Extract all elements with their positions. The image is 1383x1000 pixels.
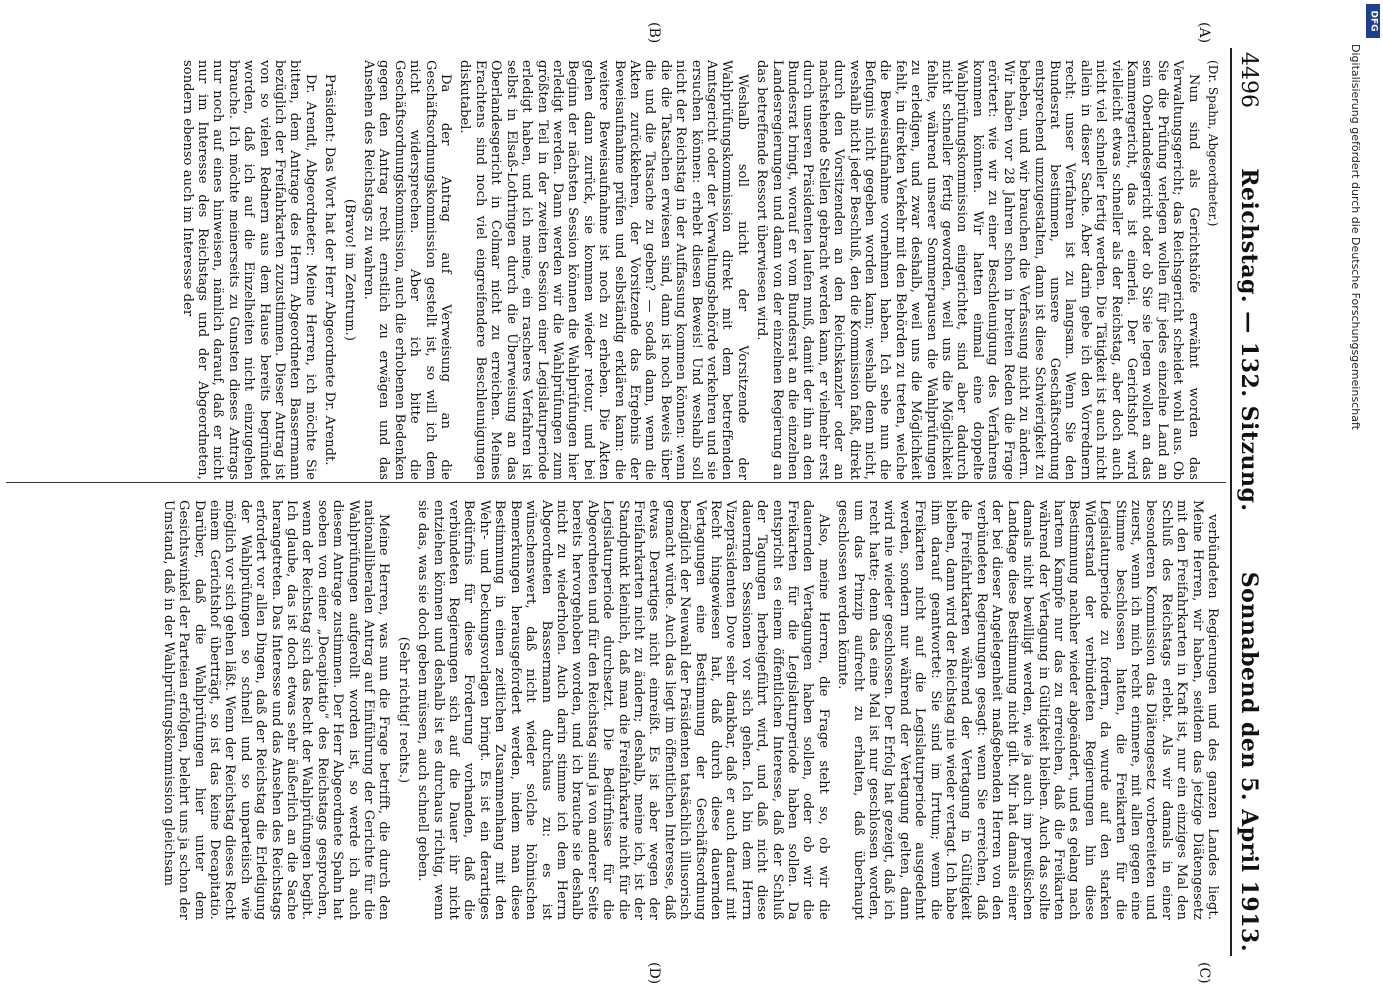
president-line: Präsident: Das Wort hat der Herr Abgeordnete Dr. Arendt. [322,74,338,466]
dfg-badge-label: DFG [1368,10,1379,32]
session-title: Reichstag. — 132. Sitzung. [1236,168,1262,512]
body-paragraph: Also, meine Herren, die Frage steht so, ob wir die dauernden Vertagungen haben sollen, oder ob wir die Freikarten für die Legislaturperiode haben sollen. Da entspricht es einem öffentlichen Interesse, daß der Schluß der Tagungen herbeigeführt wird, und daß nicht diese dauernden Sessionen vor sich gehen. Ich bin dem Herrn Vizepräsidenten Dove sehr dankbar, daß er auch darauf mit Recht hingewiesen hat, daß durch diese dauernden Vertagungen eine Bestimmung der Geschäftsordnung bezüglich der Neuwahl der Präsidenten tatsächlich illusorisch gemacht würde. Auch das liegt im öffentlichen Interesse, daß etwas Derartiges nicht einreißt. Es ist aber wegen der Freifahrkarten nicht zu ändern; deshalb, meine ich, ist der Standpunkt kleinlich, daß man die Freifahrkarte nicht für die Legislaturperiode durchsetzt. Die Bedürfnisse für die Abgeordneten und für den Reichstag sind ja von anderer Seite bereits hervorgehoben worden, und ich brauche sie deshalb nicht zu wiederholen. Auch darin stimme ich dem Herrn Abgeordneten Bassermann durchaus zu: es ist wünschenswert, daß nicht wieder solche höhnischen Bemerkungen herausgefordert werden, indem man diese Bestimmung in einen zeitlichen Zusammenhang mit den Wehr- und Deckungsvorlagen bringt. Es ist ein derartiges Bedürfnis für diese Forderung vorhanden, daß die verbündeten Regierungen sich auf die Dauer ihr nicht entziehen können und deshalb ist es durchaus richtig, wenn sie das, was sie doch geben müssen, auch schnell geben. [415,500,831,920]
margin-marker-c: (C) [1196,962,1212,984]
closing-paragraph: Meine Herren, was nun die Frage betrifft, die durch den nationalliberalen Antrag auf Einführung der Gerichte für die Wahlprüfungen aufgerollt worden ist, so werde ich auch diesem Antrage zustimmen. Der Herr Abgeordnete Spahn hat soeben von einer „Decapitatio“ des Reichstags gesprochen, wenn der Reichstag sich das Recht der Wahlprüfungen begibt. Ich glaube, das ist doch etwas sehr äußerlich an die Sache herangetreten. Das Interesse und das Ansehen des Reichstags erfordert vor allen Dingen, daß der Reichstag die Erledigung der Wahlprüfungen so schnell und so unparteiisch wie möglich vor sich gehen läßt. Wenn der Reichstag dieses Recht einem Gerichtshof überträgt, so ist das keine Decapitatio. Darüber, daß die Wahlprüfungen hier unter dem Gesichtswinkel der Parteien erfolgen, belehrt uns ja schon der Umstand, daß in der Wahlprüfungskommission gleichsam [160,500,392,920]
digitization-credit [1350,44,1374,744]
column-divider [6,482,1226,483]
body-paragraph: Nun sind als Gerichtshöfe erwähnt worden das Verwaltungsgericht; das Reichsgericht scheidet wohl aus. Ob Sie die Prüfung verlegen wollen für jedes einzelne Land an sein Oberlandesgericht oder ob Sie sie legen wollen an das Kammergericht, das ist einerlei. Der Gerichtshof wird vielleicht etwas schneller als der Reichstag, aber doch auch nicht viel schneller fertig werden. Die Tätigkeit ist auch nicht allein in dieser Sache. Aber darin gebe ich den Vorrednern recht: unser Verfahren ist zu langsam. Wenn Sie den Bundesrat bestimmen, unsere Geschäftsordnung entsprechend umzugestalten, dann ist diese Schwierigkeit zu beheben, und wir brauchen die Verfassung nicht zu ändern. Wir haben vor 28 Jahren schon in breiten Reden die Frage erörtert: wie wir zu einer Beschleunigung des Verfahrens kommen könnten. Wir hatten einmal eine doppelte Wahlprüfungskommission eingerichtet, sind aber dadurch nicht schneller fertig geworden, weil uns die Möglichkeit fehlte, während unserer Sommerpausen die Wahlprüfungen zu erledigen, und zwar deshalb, weil uns die Möglichkeit fehlt, in direkten Verkehr mit den Behörden zu treten, welche die Beweisaufnahme vornehmen haben. Ich sehe nun die Befugnis nicht gegeben worden kann; weshalb denn nicht, weshalb nicht jeder Beschluß, den die Kommission faßt, direkt durch den Vorsitzenden an den Reichskanzler oder an nachstehende Stellen gebracht werden kann, er vielmehr erst durch unseren Präsidenten laufen muß, damit der ihn an den Bundesrat bringt, worauf er vom Bundesrat an die einzelnen Landesregierungen und dann von der einzelnen Regierung an das betreffende Ressort überwiesen wird. [754,60,1201,480]
speaker-prefix: (Dr. Spahn, Abgeordneter.) [1206,60,1220,227]
session-date: Sonnabend den 5. April 1913. [1236,571,1262,952]
applause-note: (Bravo! im Zentrum.) [341,198,357,342]
margin-marker-d: (D) [646,962,662,985]
digitization-credit-text: Digitalisierung gefördert durch die Deutsche Forschungsgemeinschaft [1349,44,1362,430]
header-rule [1230,48,1232,956]
right-text-column [20,500,1220,920]
dfg-logo-badge [1366,4,1380,38]
left-text-column [20,60,1220,480]
body-paragraph: Weshalb soll nicht der Vorsitzende der Wahlprüfungskommission direkt mit dem betreffenden Amtsgericht oder der Verwaltungsbehörde verkehren und sie ersuchen können: erhebt diesen Beweis! Und weshalb soll nicht der Reichstag in der Auffassung kommen können: wenn die die Tatsachen erwiesen sind, dann ist noch Beweis über die und die Tatsache zu geben? — sodaß dann, wenn die Akten zurückkehren, der Vorsitzende das Ergebnis der Beweisaufnahme prüfen und selbständig erklären kann: die weitere Beweisaufnahme ist noch zu erheben. Die Akten gehen dann zurück, sie kommen wieder retour, und bei Beginn der nächsten Session können die Wahlprüfungen hier erledigt werden. Dann werden wir die Wahlprüfungen zum größten Teil in der zweiten Session einer Legislaturperiode erledigt haben, und ich meine, ein rascheres Verfahren ist selbst in Elsaß-Lothringen durch die Überweisung an das Oberlandesgericht in Colmar nicht zu erreichen. Meines Erachtens sind noch viel eingreifendere Beschleunigungen diskutabel. [457,60,750,480]
page-header [1236,52,1276,952]
margin-marker-a: (A) [1196,22,1212,44]
applause-note: (Sehr richtig! rechts.) [395,636,411,784]
body-paragraph: Da der Antrag auf Verweisung an die Geschäftsordnungskommission gestellt ist, so will ich dem nicht widersprechen. Aber ich bitte die Geschäftsordnungskommission, auch die erhobenen Bedenken gegen den Antrag recht ernstlich zu erwägen und das Ansehen des Reichstags zu wahren. [361,60,454,480]
page-number: 4496 [1236,52,1261,108]
body-paragraph: verbündeten Regierungen und des ganzen Landes liegt. Meine Herren, wir haben, seitdem das jetzige Diätengesetz mit den Freifahrkarten in Kraft ist, nur ein einziges Mal den Schluß des Reichstags erlebt. Als wir damals in einer besonderen Kommission das Diätengesetz vorbereiteten und zuerst, wenn ich mich recht erinnere, mit allen gegen eine Stimme beschlossen hatten, die Freikarten für die Legislaturperiode zu fordern, da wurde auf den starken Widerstand der verbündeten Regierungen hin diese Bestimmung nachher wieder abgeändert, und es gelang nach hartem Kampfe nur das zu erreichen, daß die Freikarten während der Vertagung in Gültigkeit bleiben. Auch das sollte damals nicht bewilligt werden, wie ja auch im preußischen Landtage diese Bestimmung nicht gilt. Mir hat damals einer der bei dieser Angelegenheit maßgebenden Herren von den verbündeten Regierungen gesagt: wenn Sie erreichen, daß die Freifahrtkarten während der Vertagung in Gültigkeit bleiben, dann wird der Reichstag nie wieder vertagt. Ich habe ihm darauf geantwortet: Sie sind im Irrtum; wenn die Freikarten nicht auf die Legislaturperiode ausgedehnt werden, sondern nur während der Vertagung gelten, dann wird nie wieder geschlossen. Der Erfolg hat gezeigt, daß ich recht hatte; denn das eine Mal ist nur geschlossen worden, um das Prinzip aufrecht zu erhalten, daß überhaupt geschlossen werden könnte. [835,500,1220,920]
margin-marker-b: (B) [646,22,662,44]
arendt-paragraph: Dr. Arendt, Abgeordneter: Meine Herren, ich möchte Sie bitten, dem Antrage des Herrn Abgeordneten Bassermann bezüglich der Freifahrkarten zuzustimmen. Dieser Antrag ist von so vielen Rednern aus dem Hause bereits begründet worden, daß ich auf die Einzelheiten nicht einzugehen brauche. Ich möchte meinerseits zu Gunsten dieses Antrags nur noch auf eines hinweisen, nämlich darauf, daß er nicht nur im Interesse des Reichstags und der Abgeordneten, sondern ebenso auch im Interesse der [179,60,318,480]
